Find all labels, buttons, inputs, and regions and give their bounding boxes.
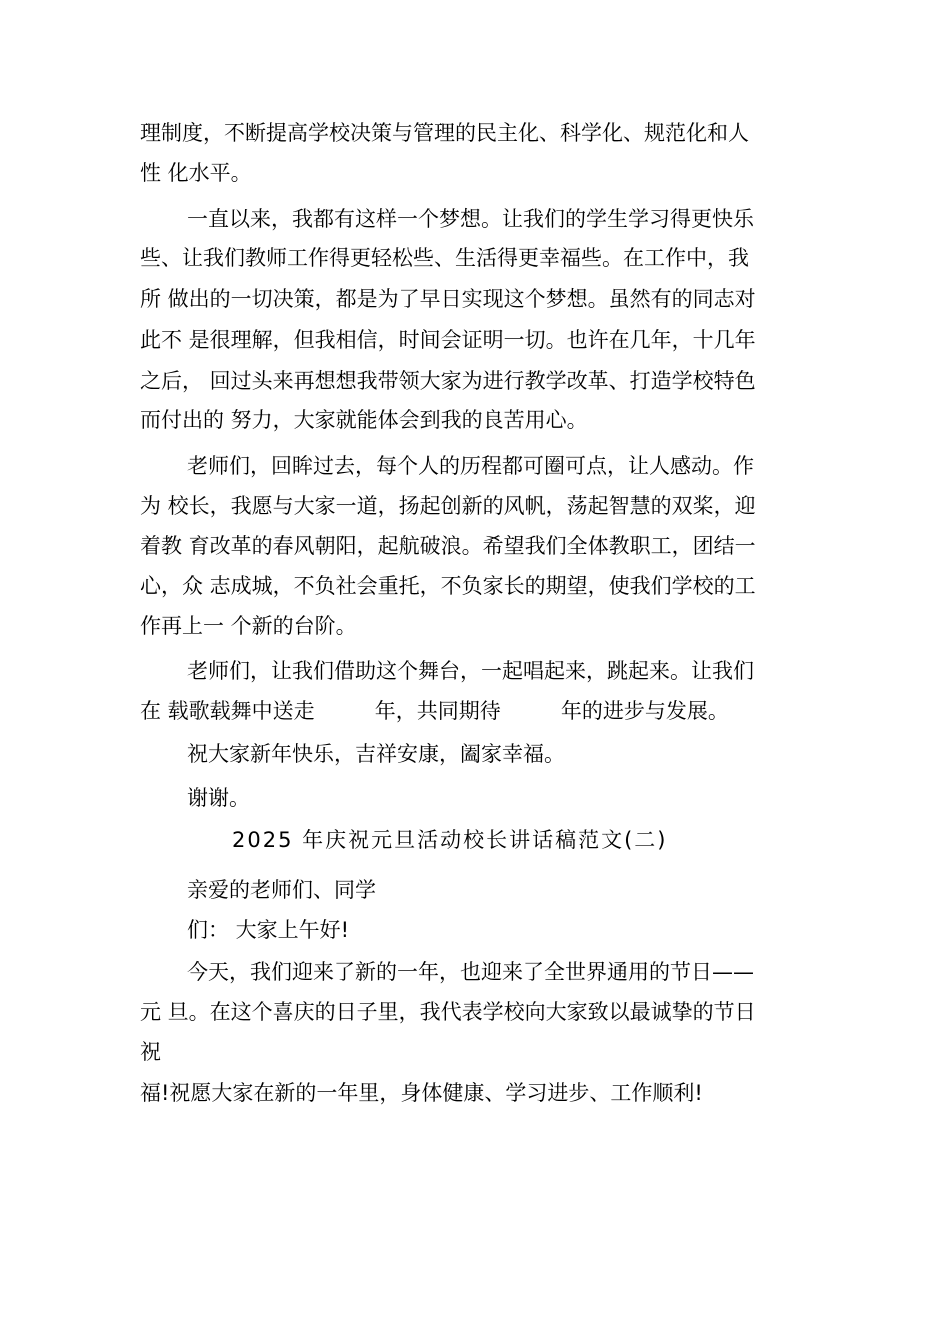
text-line: 老师们，让我们借助这个舞台，一起唱起来，跳起来。让我们: [187, 659, 754, 683]
text-line: 在 载歌载舞中送走 年，共同期待 年的进步与发展。: [140, 699, 729, 723]
text-line: 心，众 志成城，不负社会重托，不负家长的期望，使我们学校的工: [140, 574, 756, 598]
text-line: 些、让我们教师工作得更轻松些、生活得更幸福些。在工作中，我: [140, 246, 749, 270]
text-line: 老师们，回眸过去，每个人的历程都可圈可点，让人感动。作: [187, 454, 754, 478]
text-line: 亲爱的老师们、同学: [187, 878, 376, 902]
section-heading: 2025 年庆祝元旦活动校长讲话稿范文(二): [232, 828, 668, 852]
text-line: 所 做出的一切决策，都是为了早日实现这个梦想。虽然有的同志对: [140, 287, 756, 311]
text-line: 之后， 回过头来再想想我带领大家为进行教学改革、打造学校特色: [140, 369, 756, 393]
text-line: 而付出的 努力，大家就能体会到我的良苦用心。: [140, 408, 588, 432]
text-line: 性 化水平。: [140, 161, 252, 185]
text-line: 福!祝愿大家在新的一年里，身体健康、学习进步、工作顺利!: [140, 1081, 703, 1105]
text-line: 们： 大家上午好!: [187, 918, 350, 942]
text-line: 理制度，不断提高学校决策与管理的民主化、科学化、规范化和人: [140, 121, 749, 145]
text-line: 此不 是很理解，但我相信，时间会证明一切。也许在几年，十几年: [140, 328, 756, 352]
text-line: 谢谢。: [187, 786, 250, 810]
text-line: 作再上一 个新的台阶。: [140, 614, 357, 638]
text-line: 祝大家新年快乐，吉祥安康，阖家幸福。: [187, 742, 565, 766]
text-line: 着教 育改革的春风朝阳，起航破浪。希望我们全体教职工，团结一: [140, 534, 756, 558]
text-line: 为 校长，我愿与大家一道，扬起创新的风帆，荡起智慧的双桨，迎: [140, 494, 756, 518]
text-line: 祝: [140, 1040, 161, 1064]
text-line: 今天，我们迎来了新的一年，也迎来了全世界通用的节日——: [187, 960, 754, 984]
text-line: 一直以来，我都有这样一个梦想。让我们的学生学习得更快乐: [187, 207, 754, 231]
text-line: 元 旦。在这个喜庆的日子里，我代表学校向大家致以最诚挚的节日: [140, 1000, 756, 1024]
